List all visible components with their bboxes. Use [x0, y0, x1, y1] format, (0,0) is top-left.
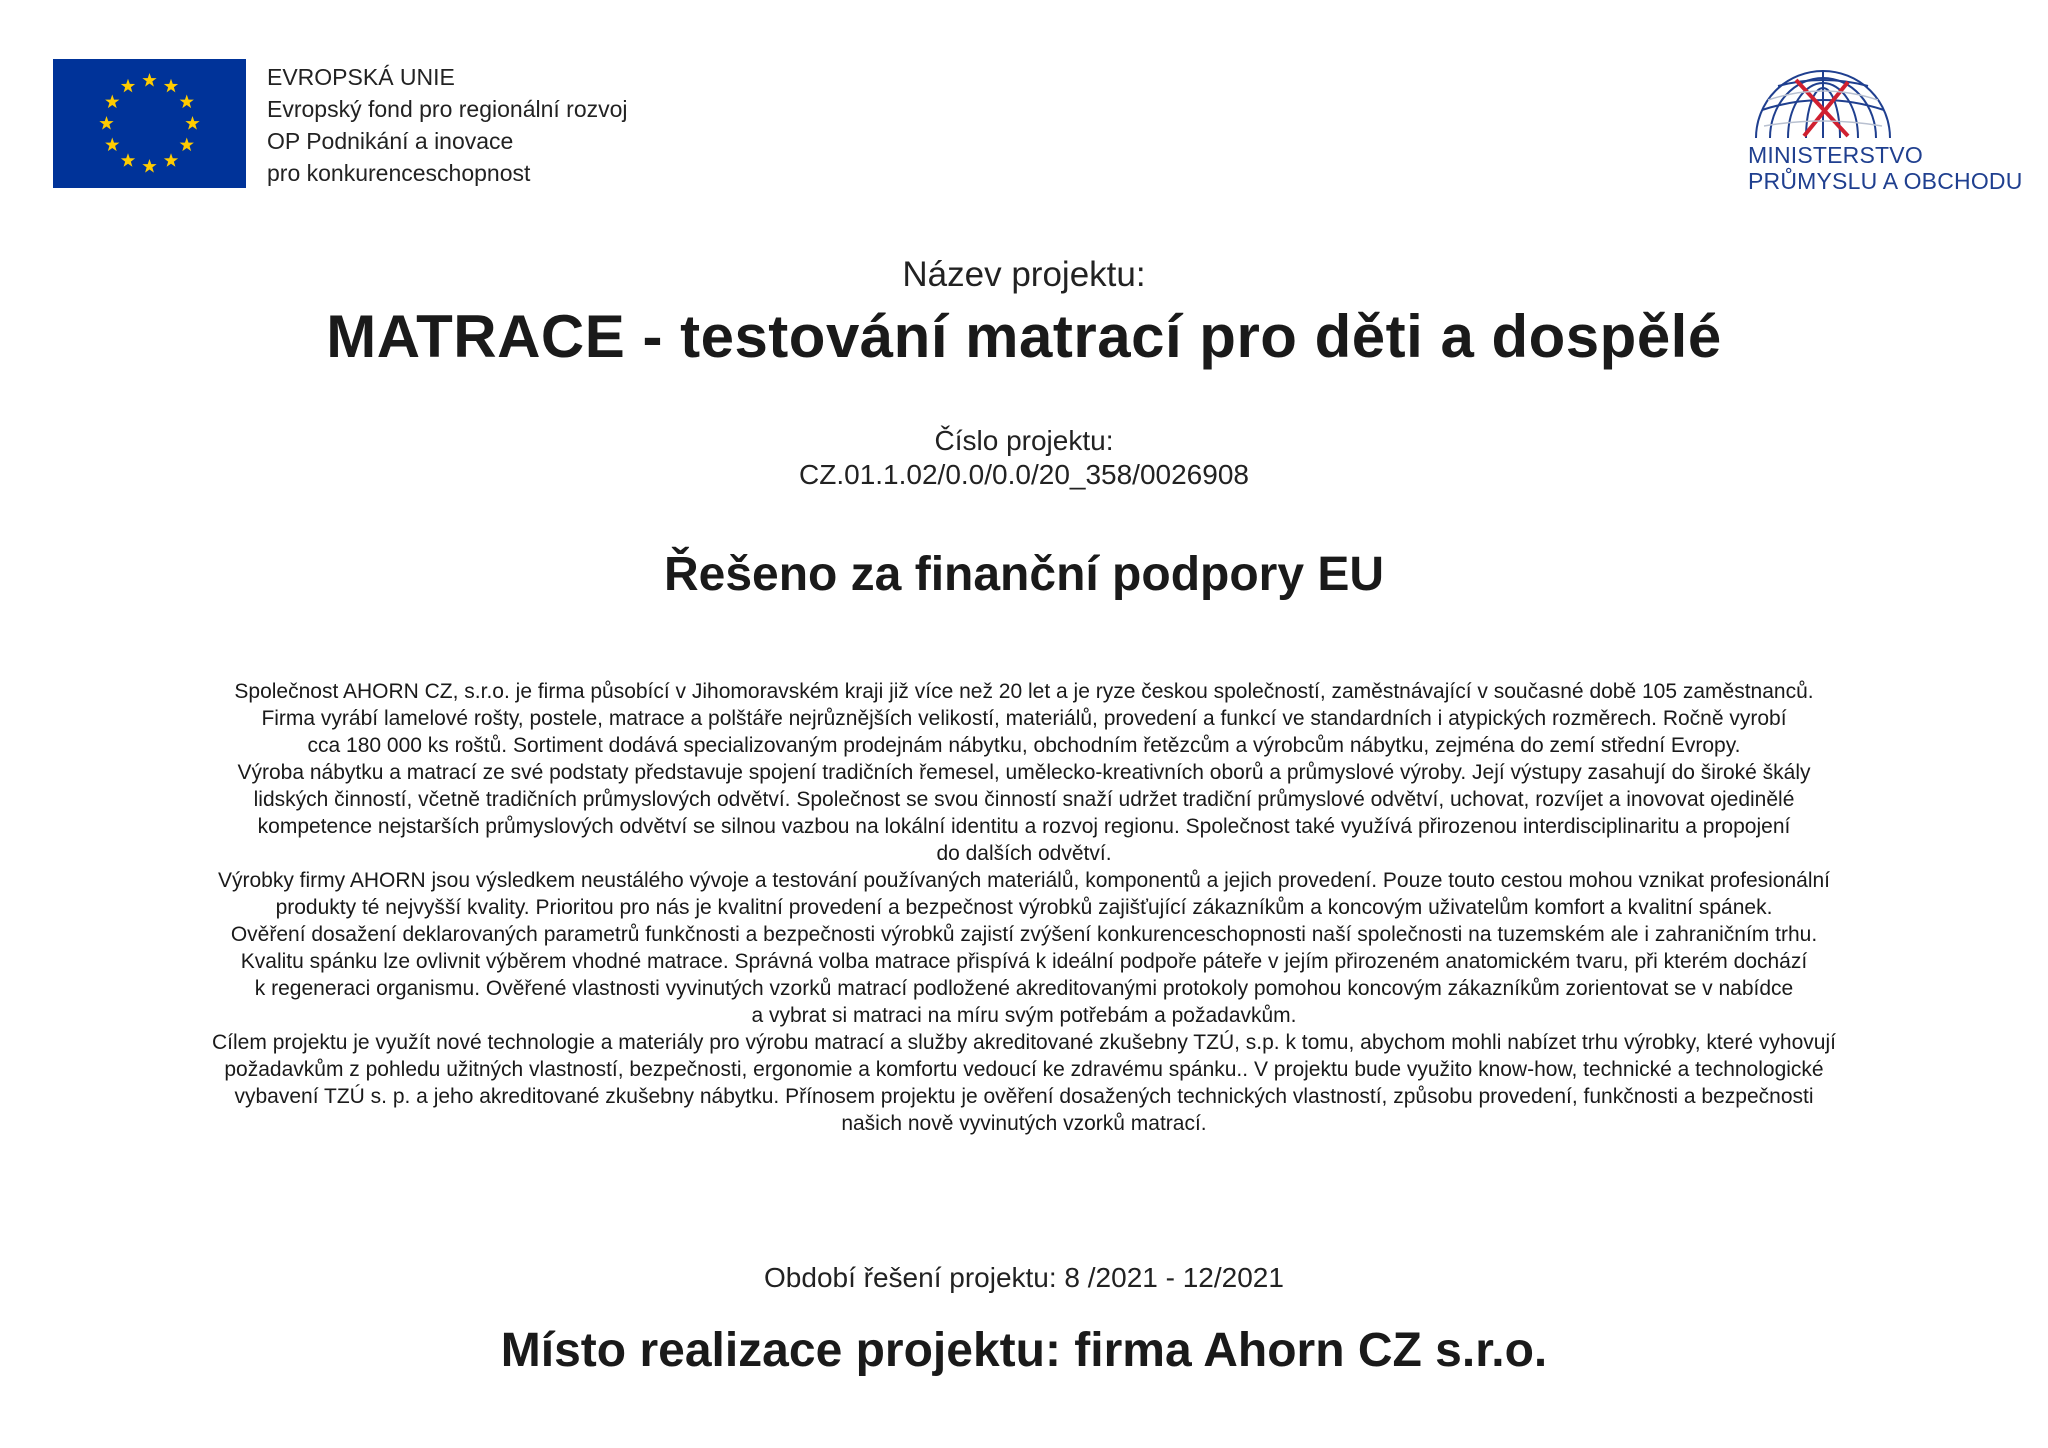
description-line: kompetence nejstarších průmyslových odvětví se silnou vazbou na lokální identitu a rozvoj regionu. Společnost také využívá přirozenou interdisciplinaritu a propojení	[257, 815, 1791, 838]
ministry-line: MINISTERSTVO	[1748, 142, 1923, 168]
project-title: MATRACE - testování matrací pro děti a dospělé	[326, 303, 1722, 370]
description-line: požadavkům z pohledu užitných vlastností, bezpečnosti, ergonomie a komfortu vedoucí ke zdravému spánku.. V projektu bude využito know-how, technické a technologické	[224, 1058, 1824, 1081]
project-location: Místo realizace projektu: firma Ahorn CZ s.r.o.	[500, 1324, 1548, 1377]
eu-line: Evropský fond pro regionální rozvoj	[267, 96, 628, 122]
ministry-line: PRŮMYSLU A OBCHODU	[1748, 168, 2023, 194]
description-line: Výrobky firmy AHORN jsou výsledkem neustálého vývoje a testování používaných materiálů, komponentů a jejich provedení. Pouze touto cestou mohou vznikat profesionální	[217, 869, 1831, 892]
ministry-logo-block	[1728, 60, 2023, 200]
project-number-label: Číslo projektu:	[934, 425, 1114, 456]
description-line: vybavení TZÚ s. p. a jeho akreditované zkušebny nábytku. Přínosem projektu je ověření dosažených technických vlastností, způsobu provedení, funkčnosti a bezpečnosti	[234, 1085, 1814, 1108]
ministry-name	[1748, 142, 2023, 194]
project-name-label: Název projektu:	[902, 255, 1146, 294]
description-line: produkty té nejvyšší kvality. Prioritou pro nás je kvalitní provedení a bezpečnost výrobků zajišťující zákazníkům a koncovým uživatelům komfort a kvalitní spánek.	[275, 896, 1773, 919]
description-line: Kvalitu spánku lze ovlivnit výběrem vhodné matrace. Správná volba matrace přispívá k ideální podpoře páteře v jejím přirozeném anatomickém tvaru, při kterém dochází	[240, 950, 1808, 973]
ministry-globe-icon	[1748, 60, 1898, 142]
project-period: Období řešení projektu: 8 /2021 - 12/2021	[764, 1262, 1284, 1293]
description-line: Ověření dosažení deklarovaných parametrů funkčnosti a bezpečnosti výrobků zajistí zvýšení konkurenceschopnosti naší společnosti na tuzemském ale i zahraničním trhu.	[230, 923, 1818, 946]
project-description	[80, 678, 1968, 1137]
description-line: Společnost AHORN CZ, s.r.o. je firma působící v Jihomoravském kraji již více než 20 let a je ryze českou společností, zaměstnávající v současné době 105 zaměstnanců.	[234, 680, 1814, 703]
description-line: a vybrat si matraci na míru svým potřebám a požadavkům.	[751, 1004, 1297, 1027]
eu-text	[267, 61, 628, 189]
eu-flag-icon	[53, 59, 246, 188]
description-line: cca 180 000 ks roštů. Sortiment dodává specializovaným prodejnám nábytku, obchodním řetězcům a výrobcům nábytku, zejména do zemí střední Evropy.	[307, 734, 1741, 757]
funding-statement: Řešeno za finanční podpory EU	[663, 548, 1385, 601]
description-line: Firma vyrábí lamelové rošty, postele, matrace a polštáře nejrůznějších velikostí, materiálů, provedení a funkcí ve standardních i atypických rozměrech. Ročně vyrobí	[261, 707, 1787, 730]
description-line: našich nově vyvinutých vzorků matrací.	[841, 1112, 1207, 1135]
description-line: lidských činností, včetně tradičních průmyslových odvětví. Společnost se svou činností snaží udržet tradiční průmyslové odvětví, uchovat, rozvíjet a inovovat ojedinělé	[253, 788, 1795, 811]
eu-logo-block	[53, 59, 628, 189]
eu-line: EVROPSKÁ UNIE	[267, 64, 455, 90]
description-line: Výroba nábytku a matrací ze své podstaty představuje spojení tradičních řemesel, umělecko-kreativních oborů a průmyslové výroby. Její výstupy zasahují do široké škály	[237, 761, 1811, 784]
eu-line: pro konkurenceschopnost	[267, 160, 531, 186]
eu-line: OP Podnikání a inovace	[267, 128, 514, 154]
description-line: k regeneraci organismu. Ověřené vlastnosti vyvinutých vzorků matrací podložené akreditovanými protokoly pomohou koncovým zákazníkům zorientovat se v nabídce	[254, 977, 1794, 1000]
description-line: Cílem projektu je využít nové technologie a materiály pro výrobu matrací a služby akreditované zkušebny TZÚ, s.p. k tomu, abychom mohli nabízet trhu výrobky, které vyhovují	[212, 1031, 1836, 1054]
description-line: do dalších odvětví.	[936, 842, 1112, 865]
project-number: CZ.01.1.02/0.0/0.0/20_358/0026908	[799, 459, 1249, 490]
